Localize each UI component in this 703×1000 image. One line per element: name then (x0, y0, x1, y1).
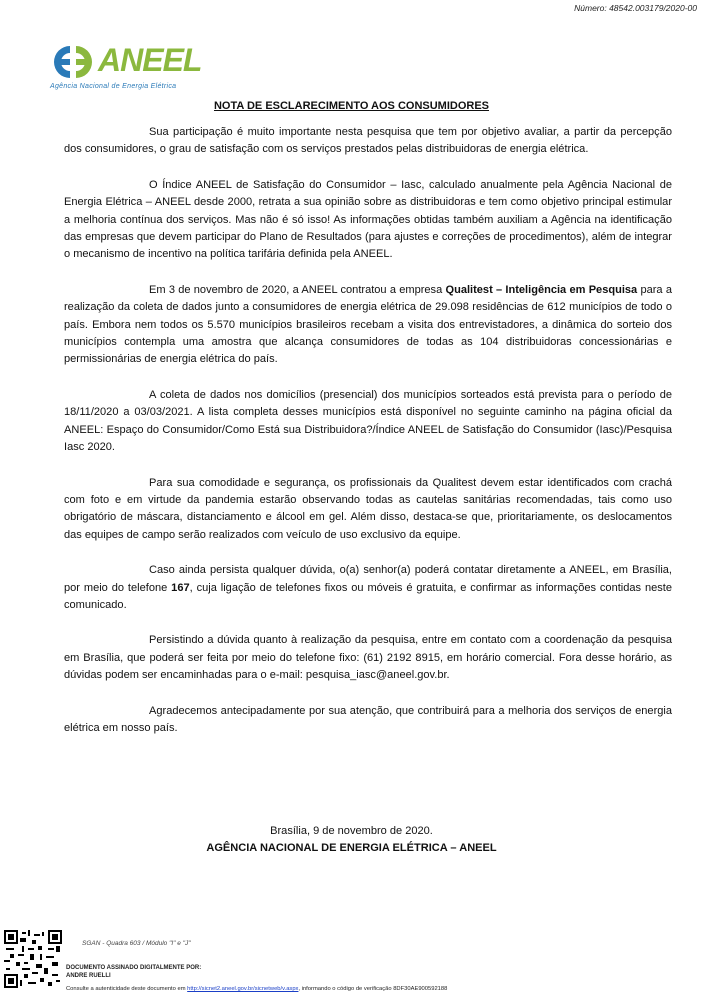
body-paragraph (64, 475, 672, 545)
paragraph-text: A coleta de dados nos domicílios (presencial) dos municípios sorteados está prevista para o período de 18/11/2020 a 03/03/2021. A lista completa desses municípios está disponível no seguinte caminho na página oficial da ANEEL: Espaço do Consumidor/Como Está sua Distribuidora?/Índice ANEEL de Satisfação do Consumidor (Iasc)/Pesquisa Iasc 2020. (64, 388, 672, 454)
digital-signature-block (66, 964, 201, 980)
logo-wordmark: ANEEL (98, 42, 202, 78)
paragraph-text: Caso ainda persista qualquer dúvida, o(a) senhor(a) poderá contatar diretamente a ANEEL, em Brasília, por meio do telefone (64, 564, 672, 594)
signer-organization: AGÊNCIA NACIONAL DE ENERGIA ELÉTRICA – ANEEL (206, 842, 497, 854)
aneel-logo-icon (50, 42, 96, 82)
document-title: NOTA DE ESCLARECIMENTO AOS CONSUMIDORES (213, 100, 490, 112)
paragraph-text: Para sua comodidade e segurança, os profissionais da Qualitest devem estar identificados com crachá com foto e em virtude da pandemia estarão observando todas as cautelas sanitárias recomendadas, tais como uso obrigatório de máscara, distanciamento e álcool em gel. Além disso, destaca-se que, prioritariamente, os deslocamentos das equipes de campo serão realizados com veículo de uso exclusivo da equipe. (64, 476, 672, 541)
logo-subtitle: Agência Nacional de Energia Elétrica (50, 83, 177, 90)
document-number: Número: 48542.003179/2020-00 (574, 3, 697, 13)
body-paragraph (64, 124, 672, 159)
document-body (64, 124, 672, 755)
signature-footer (4, 930, 699, 996)
paragraph-text: Agradecemos antecipadamente por sua atenção, que contribuirá para a melhoria dos serviços de energia elétrica em nosso país. (64, 704, 672, 734)
closing-block (0, 823, 703, 857)
signer-name: ANDRE RUELLI (66, 973, 111, 979)
verification-line (66, 986, 447, 992)
emphasized-text: 167 (171, 581, 190, 594)
aneel-logo (50, 42, 220, 98)
paragraph-text: O Índice ANEEL de Satisfação do Consumidor – Iasc, calculado anualmente pela Agência Nacional de Energia Elétrica – ANEEL desde 2000, retrata a sua opinião sobre as distribuidoras e tem como objetivo principal estimular a melhoria contínua dos serviços. Mas não é só isso! As informações obtidas também auxiliam a Agência na identificação das empresas que devem participar do Plano de Resultados (para ajustes e correções de procedimentos), além de integrar o mecanismo de incentivo na política tarifária definida pela ANEEL. (64, 178, 672, 261)
body-paragraph (64, 703, 672, 738)
verify-prefix: Consulte a autenticidade deste documento em (66, 986, 188, 992)
paragraph-text: para a realização da coleta de dados junto a consumidores de energia elétrica de 29.098 residências de 612 municípios de todo o país. Embora nem todos os 5.570 municípios brasileiros recebam a visita dos entrevistadores, a dinâmica do sorteio dos municípios contempla uma amostra que alcança consumidores de todas as 104 distribuidoras concessionárias e permissionárias de energia elétrica do país. (64, 283, 672, 366)
body-paragraph (64, 562, 672, 614)
signed-label: DOCUMENTO ASSINADO DIGITALMENTE POR: (66, 965, 202, 971)
place-and-date: Brasília, 9 de novembro de 2020. (270, 825, 433, 837)
verify-suffix: , informando o código de verificação 8DF30AE900592188 (298, 986, 448, 992)
verification-link[interactable]: http://sicnet2.aneel.gov.br/sicnetweb/v.aspx (187, 986, 299, 992)
body-paragraph (64, 632, 672, 684)
emphasized-text: Qualitest – Inteligência em Pesquisa (445, 283, 638, 296)
qr-code-icon (4, 930, 62, 988)
paragraph-text: Sua participação é muito importante nesta pesquisa que tem por objetivo avaliar, a partir da percepção dos consumidores, o grau de satisfação com os serviços prestados pelas distribuidoras de energia elétrica. (64, 126, 672, 156)
body-paragraph (64, 282, 672, 369)
paragraph-text: , cuja ligação de telefones fixos ou móveis é gratuita, e confirmar as informações contidas neste comunicado. (64, 581, 672, 611)
body-paragraph (64, 177, 672, 264)
paragraph-text: Em 3 de novembro de 2020, a ANEEL contratou a empresa (149, 283, 446, 296)
footer-address: SGAN - Quadra 603 / Módulo "I" e "J" (82, 940, 191, 947)
body-paragraph (64, 387, 672, 457)
paragraph-text: Persistindo a dúvida quanto à realização da pesquisa, entre em contato com a coordenação da pesquisa em Brasília, que poderá ser feita por meio do telefone fixo: (61) 2192 8915, em horário comercial. Fora desse horário, as dúvidas podem ser encaminhadas para o e-mail: pesquisa_iasc@aneel.gov.br. (64, 634, 672, 682)
